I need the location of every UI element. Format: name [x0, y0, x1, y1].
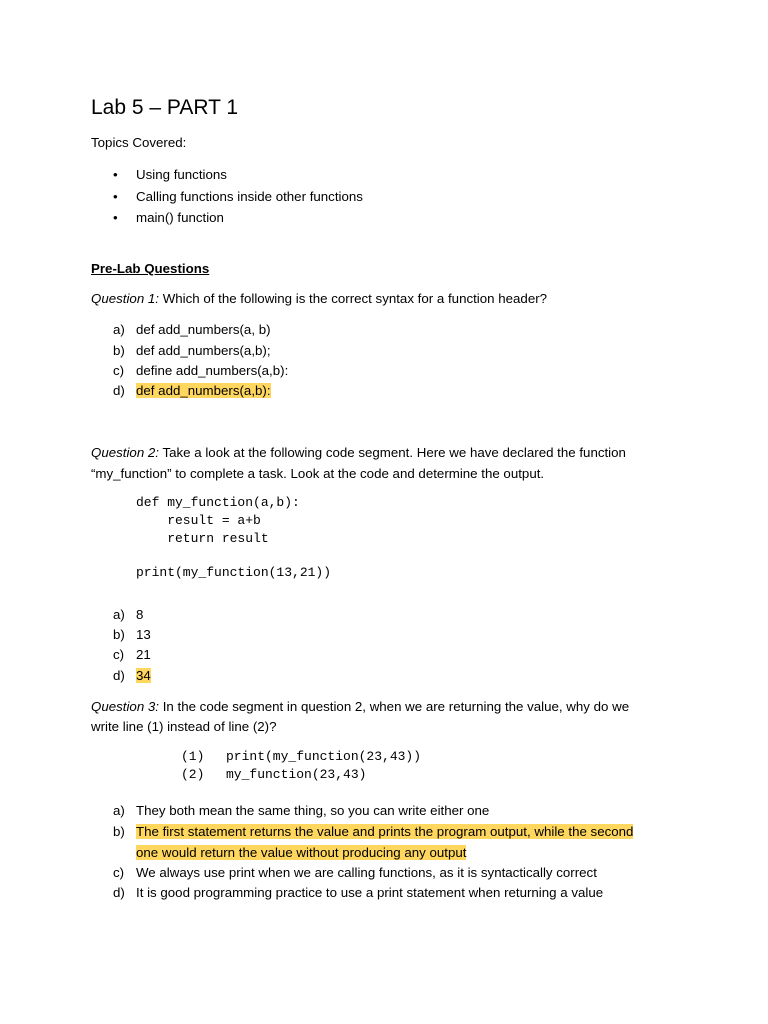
- question-3-label: Question 3:: [91, 699, 160, 714]
- prelab-heading: Pre-Lab Questions: [91, 261, 210, 276]
- option-text: 21: [136, 647, 151, 662]
- code-line: my_function(23,43): [226, 767, 367, 782]
- option-text: 8: [136, 607, 144, 622]
- option-letter: b): [113, 343, 125, 358]
- option-text: define add_numbers(a,b):: [136, 363, 289, 378]
- question-2-text-line2: “my_function” to complete a task. Look at the code and determine the output.: [91, 466, 545, 481]
- option-text: We always use print when we are calling functions, as it is syntactically correct: [136, 865, 597, 880]
- code-line: print(my_function(23,43)): [226, 749, 422, 764]
- option-letter: a): [113, 322, 125, 337]
- option-letter: a): [113, 607, 125, 622]
- option-text: It is good programming practice to use a print statement when returning a value: [136, 885, 604, 900]
- page-title: Lab 5 – PART 1: [91, 96, 239, 119]
- topic-item: [113, 187, 363, 207]
- option-text-highlighted: [136, 381, 271, 401]
- option-text-highlighted: [136, 666, 151, 686]
- topic-item: [113, 208, 224, 228]
- option-text-highlighted: [136, 822, 633, 842]
- option-letter: d): [113, 383, 125, 398]
- option-letter: d): [113, 668, 125, 683]
- option-text: def add_numbers(a, b): [136, 322, 271, 337]
- code-line: def my_function(a,b):: [136, 495, 300, 510]
- option-text: 13: [136, 627, 151, 642]
- option-letter: c): [113, 363, 125, 378]
- option-text-highlighted: [136, 843, 466, 863]
- question-3-body: In the code segment in question 2, when we are returning the value, why do we: [159, 699, 630, 714]
- bullet-icon: •: [113, 210, 118, 225]
- answer-highlight: 34: [136, 668, 151, 683]
- topic-item-label: main() function: [136, 210, 224, 225]
- topic-item-label: Using functions: [136, 167, 227, 182]
- topic-item: [113, 165, 227, 185]
- answer-highlight: one would return the value without producing any output: [136, 845, 467, 860]
- option-letter: c): [113, 865, 125, 880]
- question-2-label: Question 2:: [91, 445, 160, 460]
- option-text: They both mean the same thing, so you can write either one: [136, 803, 490, 818]
- question-3-text-line1: [91, 697, 629, 717]
- answer-highlight: def add_numbers(a,b):: [136, 383, 271, 398]
- code-line-number: (2): [181, 767, 205, 782]
- topics-heading: Topics Covered:: [91, 135, 187, 150]
- topic-item-label: Calling functions inside other functions: [136, 189, 363, 204]
- answer-highlight: The first statement returns the value and prints the program output, while the second: [136, 824, 634, 839]
- bullet-icon: •: [113, 189, 118, 204]
- code-line: return result: [136, 531, 269, 546]
- question-1-label: Question 1:: [91, 291, 160, 306]
- question-2-body: Take a look at the following code segment. Here we have declared the function: [159, 445, 626, 460]
- option-letter: a): [113, 803, 125, 818]
- question-1-body: Which of the following is the correct syntax for a function header?: [159, 291, 548, 306]
- option-letter: b): [113, 824, 125, 839]
- code-line: print(my_function(13,21)): [136, 565, 332, 580]
- bullet-icon: •: [113, 167, 118, 182]
- question-2-text-line1: [91, 443, 626, 463]
- option-letter: c): [113, 647, 125, 662]
- option-letter: b): [113, 627, 125, 642]
- code-line: result = a+b: [136, 513, 261, 528]
- option-letter: d): [113, 885, 125, 900]
- question-3-text-line2: write line (1) instead of line (2)?: [91, 719, 277, 734]
- code-line-number: (1): [181, 749, 205, 764]
- option-text: def add_numbers(a,b);: [136, 343, 271, 358]
- question-1-text: [91, 289, 547, 309]
